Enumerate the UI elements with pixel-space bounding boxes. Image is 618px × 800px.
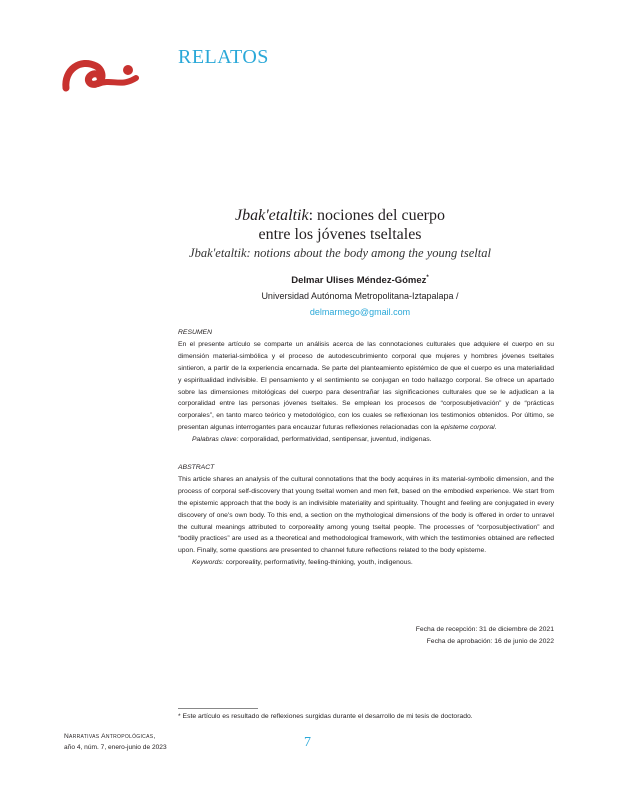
- resumen-italic-end: episteme corporal: [440, 424, 495, 432]
- journal-info: [64, 731, 167, 753]
- article-subtitle: Jbak'etaltik: notions about the body among the young tseltal: [189, 246, 491, 260]
- abstract-keywords: [178, 557, 554, 569]
- abstract-heading: ABSTRACT: [178, 464, 215, 471]
- resumen-heading: RESUMEN: [178, 329, 212, 336]
- resumen-keywords: [178, 434, 554, 446]
- journal-issue: año 4, núm. 7, enero-junio de 2023: [64, 744, 167, 751]
- author-name-text: Delmar Ulises Méndez-Gómez: [291, 275, 427, 287]
- section-title: RELATOS: [178, 46, 269, 68]
- resumen-body: [178, 339, 554, 434]
- resumen-section: [178, 327, 554, 446]
- title-block: [120, 206, 560, 261]
- footnote: * Este artículo es resultado de reflexiones surgidas durante el desarrollo de mi tesis de doctorado.: [178, 713, 473, 720]
- author-name: [200, 275, 520, 286]
- resumen-period: .: [494, 424, 497, 432]
- title-line1-rest: : nociones del cuerpo: [308, 207, 445, 224]
- author-block: [200, 275, 520, 317]
- journal-name: Narrativas Antropológicas,: [64, 733, 156, 740]
- resumen-keywords-label: Palabras clave:: [192, 436, 239, 444]
- title-italic-word: Jbak'etaltik: [234, 207, 309, 224]
- page-number: 7: [304, 735, 311, 750]
- footnote-rule: [178, 708, 258, 709]
- spiral-wave-logo-icon: [60, 48, 140, 96]
- author-email-link[interactable]: delmarmego@gmail.com: [309, 307, 411, 318]
- resumen-text: En el presente artículo se comparte un análisis acerca de las connotaciones culturales que adquiere el cuerpo en su dimensión material-simbólica y el proceso de autodescubrimiento corporal que mujeres y hombres jóvenes tseltales sintieron, a partir de la experiencia encarnada. Se parte del planteamiento epistémico de que el cuerpo es una materialidad y espiritualidad indivisible. El pensamiento y el sentimiento se conjugan en todo hallazgo corporal. Se ofrece un apartado sobre las dimensiones mitológicas del cuerpo para desentrañar las significaciones culturales que se le adjudican a la corporalidad entre las personas jóvenes tseltales. Se emplean los procesos de “corposubjetivación” y de “prácticas corporales”, en tanto marco teórico y metodológico, con los cuales se reflexionan los testimonios obtenidos. Por último, se presentan algunas interrogantes para encauzar futuras reflexiones relacionadas con la: [178, 340, 554, 432]
- abstract-body: This article shares an analysis of the cultural connotations that the body acquires in its material-symbolic dimension, and the process of corporal self-discovery that young tseltal women and men felt, based on the embodied experience. We start from the epistemic approach that the body is an indivisible materiality and spirituality. Thought and feeling are conjugated in every discovery of one's own body. To this end, a section on the mythological dimensions of the body is offered in order to unravel the cultural meanings attributed to corporeality among young tseltal people. The processes of “corposubjectivation” and “bodily practices” are used as a theoretical and methodological framework, with which the testimonies obtained are reflected upon. Finally, some questions are presented to channel future reflections related to the body episteme.: [178, 475, 554, 555]
- received-date: Fecha de recepción: 31 de diciembre de 2021: [415, 626, 554, 633]
- abstract-keywords-text: corporeality, performativity, feeling-thinking, youth, indigenous.: [223, 559, 413, 567]
- approved-date: Fecha de aprobación: 16 de junio de 2022: [426, 637, 554, 645]
- abstract-keywords-label: Keywords:: [192, 559, 224, 567]
- resumen-keywords-text: corporalidad, performatividad, sentipensar, juventud, indígenas.: [238, 436, 432, 444]
- author-affiliation: Universidad Autónoma Metropolitana-Iztapalapa /: [261, 291, 459, 302]
- article-title: [120, 206, 560, 244]
- title-line2: entre los jóvenes tseltales: [258, 226, 422, 243]
- dates-block: [416, 624, 554, 647]
- abstract-section: [178, 462, 554, 569]
- author-footnote-mark: *: [426, 275, 429, 281]
